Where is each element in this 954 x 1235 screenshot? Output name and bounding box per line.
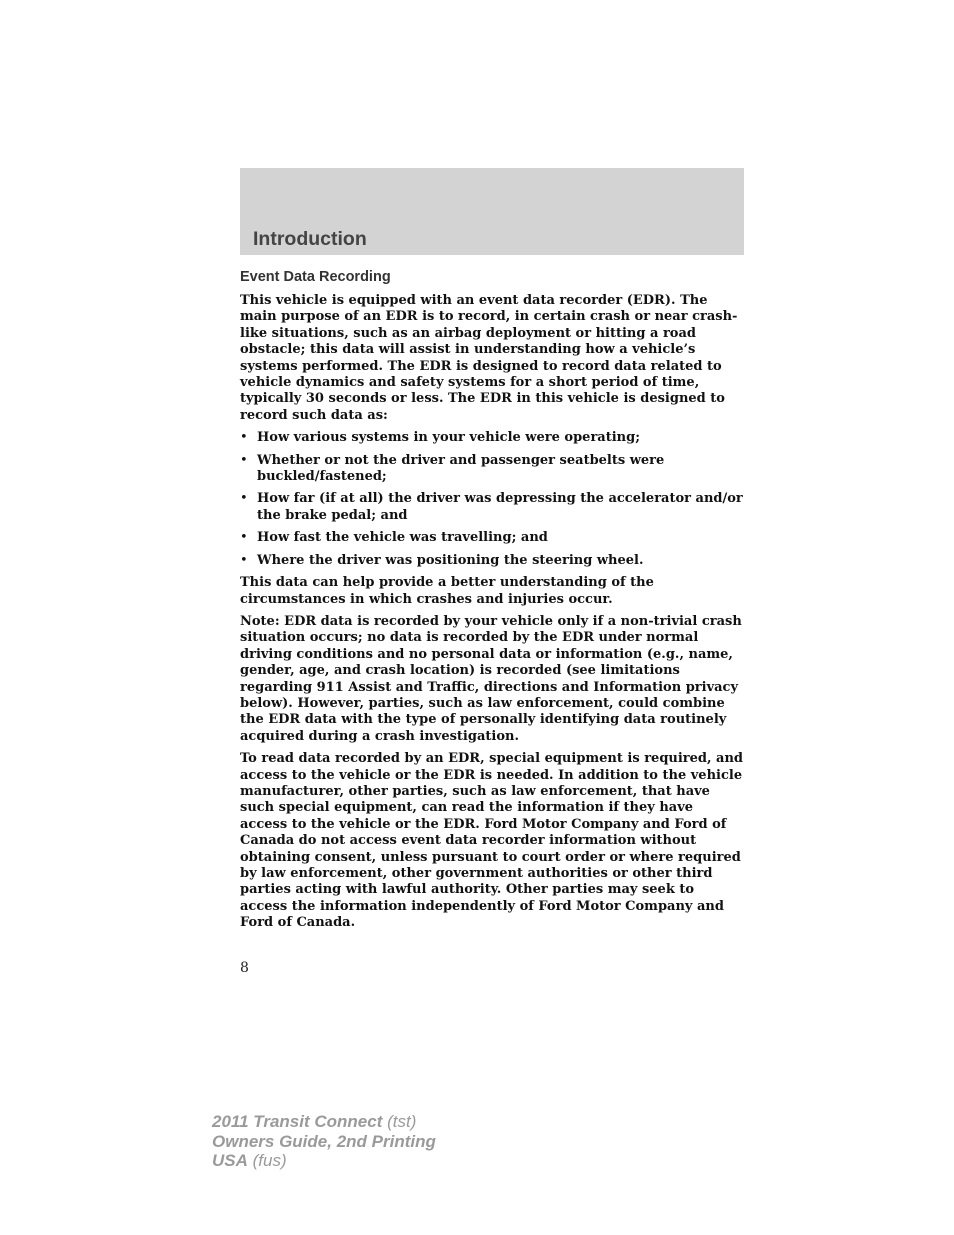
note-paragraph: Note: EDR data is recorded by your vehicle only if a non-trivial crash situation occurs; no data is recorded by the EDR under normal driving conditions and no personal data or information (e.g., name, gender, age, and crash location) is recorded (see limitations regarding 911 Assist and Traffic, directions and Information privacy below). However, parties, such as law enforcement, could combine the EDR data with the type of personally identifying data routinely acquired during a crash investigation.	[240, 613, 742, 744]
intro-paragraph: This vehicle is equipped with an event data recorder (EDR). The main purpose of an EDR is to record, in certain crash or near crash-like situations, such as an airbag deployment or hitting a road obstacle; this data will assist in understanding how a vehicle’s systems performed. The EDR is designed to record data related to vehicle dynamics and safety systems for a short period of time, typically 30 seconds or less. The EDR in this vehicle is designed to record such data as:	[240, 293, 738, 423]
footer-guide-title: Owners Guide, 2nd Printing	[212, 1131, 436, 1151]
subheading-event-data-recording: Event Data Recording	[240, 269, 391, 285]
edr-data-list	[240, 430, 744, 569]
list-item	[240, 491, 744, 524]
list-item	[240, 553, 744, 569]
bullet-icon: •	[240, 491, 248, 507]
list-item-text: Where the driver was positioning the steering wheel.	[257, 552, 644, 568]
page-number: 8	[240, 960, 249, 976]
list-item-text: How various systems in your vehicle were operating;	[257, 430, 640, 446]
footer-model-name: 2011 Transit Connect	[212, 1112, 383, 1131]
list-item-text: How fast the vehicle was travelling; and	[257, 530, 548, 546]
footer-model-code: (tst)	[387, 1112, 417, 1131]
bullet-icon: •	[240, 552, 248, 568]
section-header-band	[240, 168, 744, 255]
understanding-paragraph: This data can help provide a better understanding of the circumstances in which crashes and injuries occur.	[240, 575, 654, 607]
page-content	[240, 267, 744, 938]
list-item	[240, 453, 744, 486]
footer-line-market	[212, 1151, 436, 1171]
bullet-icon: •	[240, 530, 248, 546]
footer-market-name: USA	[212, 1151, 248, 1170]
bullet-icon: •	[240, 430, 248, 446]
footer-market-code: (fus)	[252, 1151, 287, 1170]
list-item-text: How far (if at all) the driver was depressing the accelerator and/or the brake pedal; and	[257, 491, 743, 523]
list-item	[240, 530, 744, 546]
bullet-icon: •	[240, 452, 248, 468]
list-item	[240, 430, 744, 446]
footer-line-model	[212, 1112, 436, 1132]
access-paragraph: To read data recorded by an EDR, special equipment is required, and access to the vehicle or the EDR is needed. In addition to the vehicle manufacturer, other parties, such as law enforcement, that have such special equipment, can read the information if they have access to the vehicle or the EDR. Ford Motor Company and Ford of Canada do not access event data recorder information without obtaining consent, unless pursuant to court order or where required by law enforcement, other government authorities or other third parties acting with lawful authority. Other parties may seek to access the information independently of Ford Motor Company and Ford of Canada.	[240, 751, 744, 931]
footer-line-guide	[212, 1132, 436, 1152]
list-item-text: Whether or not the driver and passenger seatbelts were buckled/fastened;	[257, 452, 665, 485]
document-footer	[212, 1112, 436, 1171]
section-title: Introduction	[253, 228, 367, 250]
